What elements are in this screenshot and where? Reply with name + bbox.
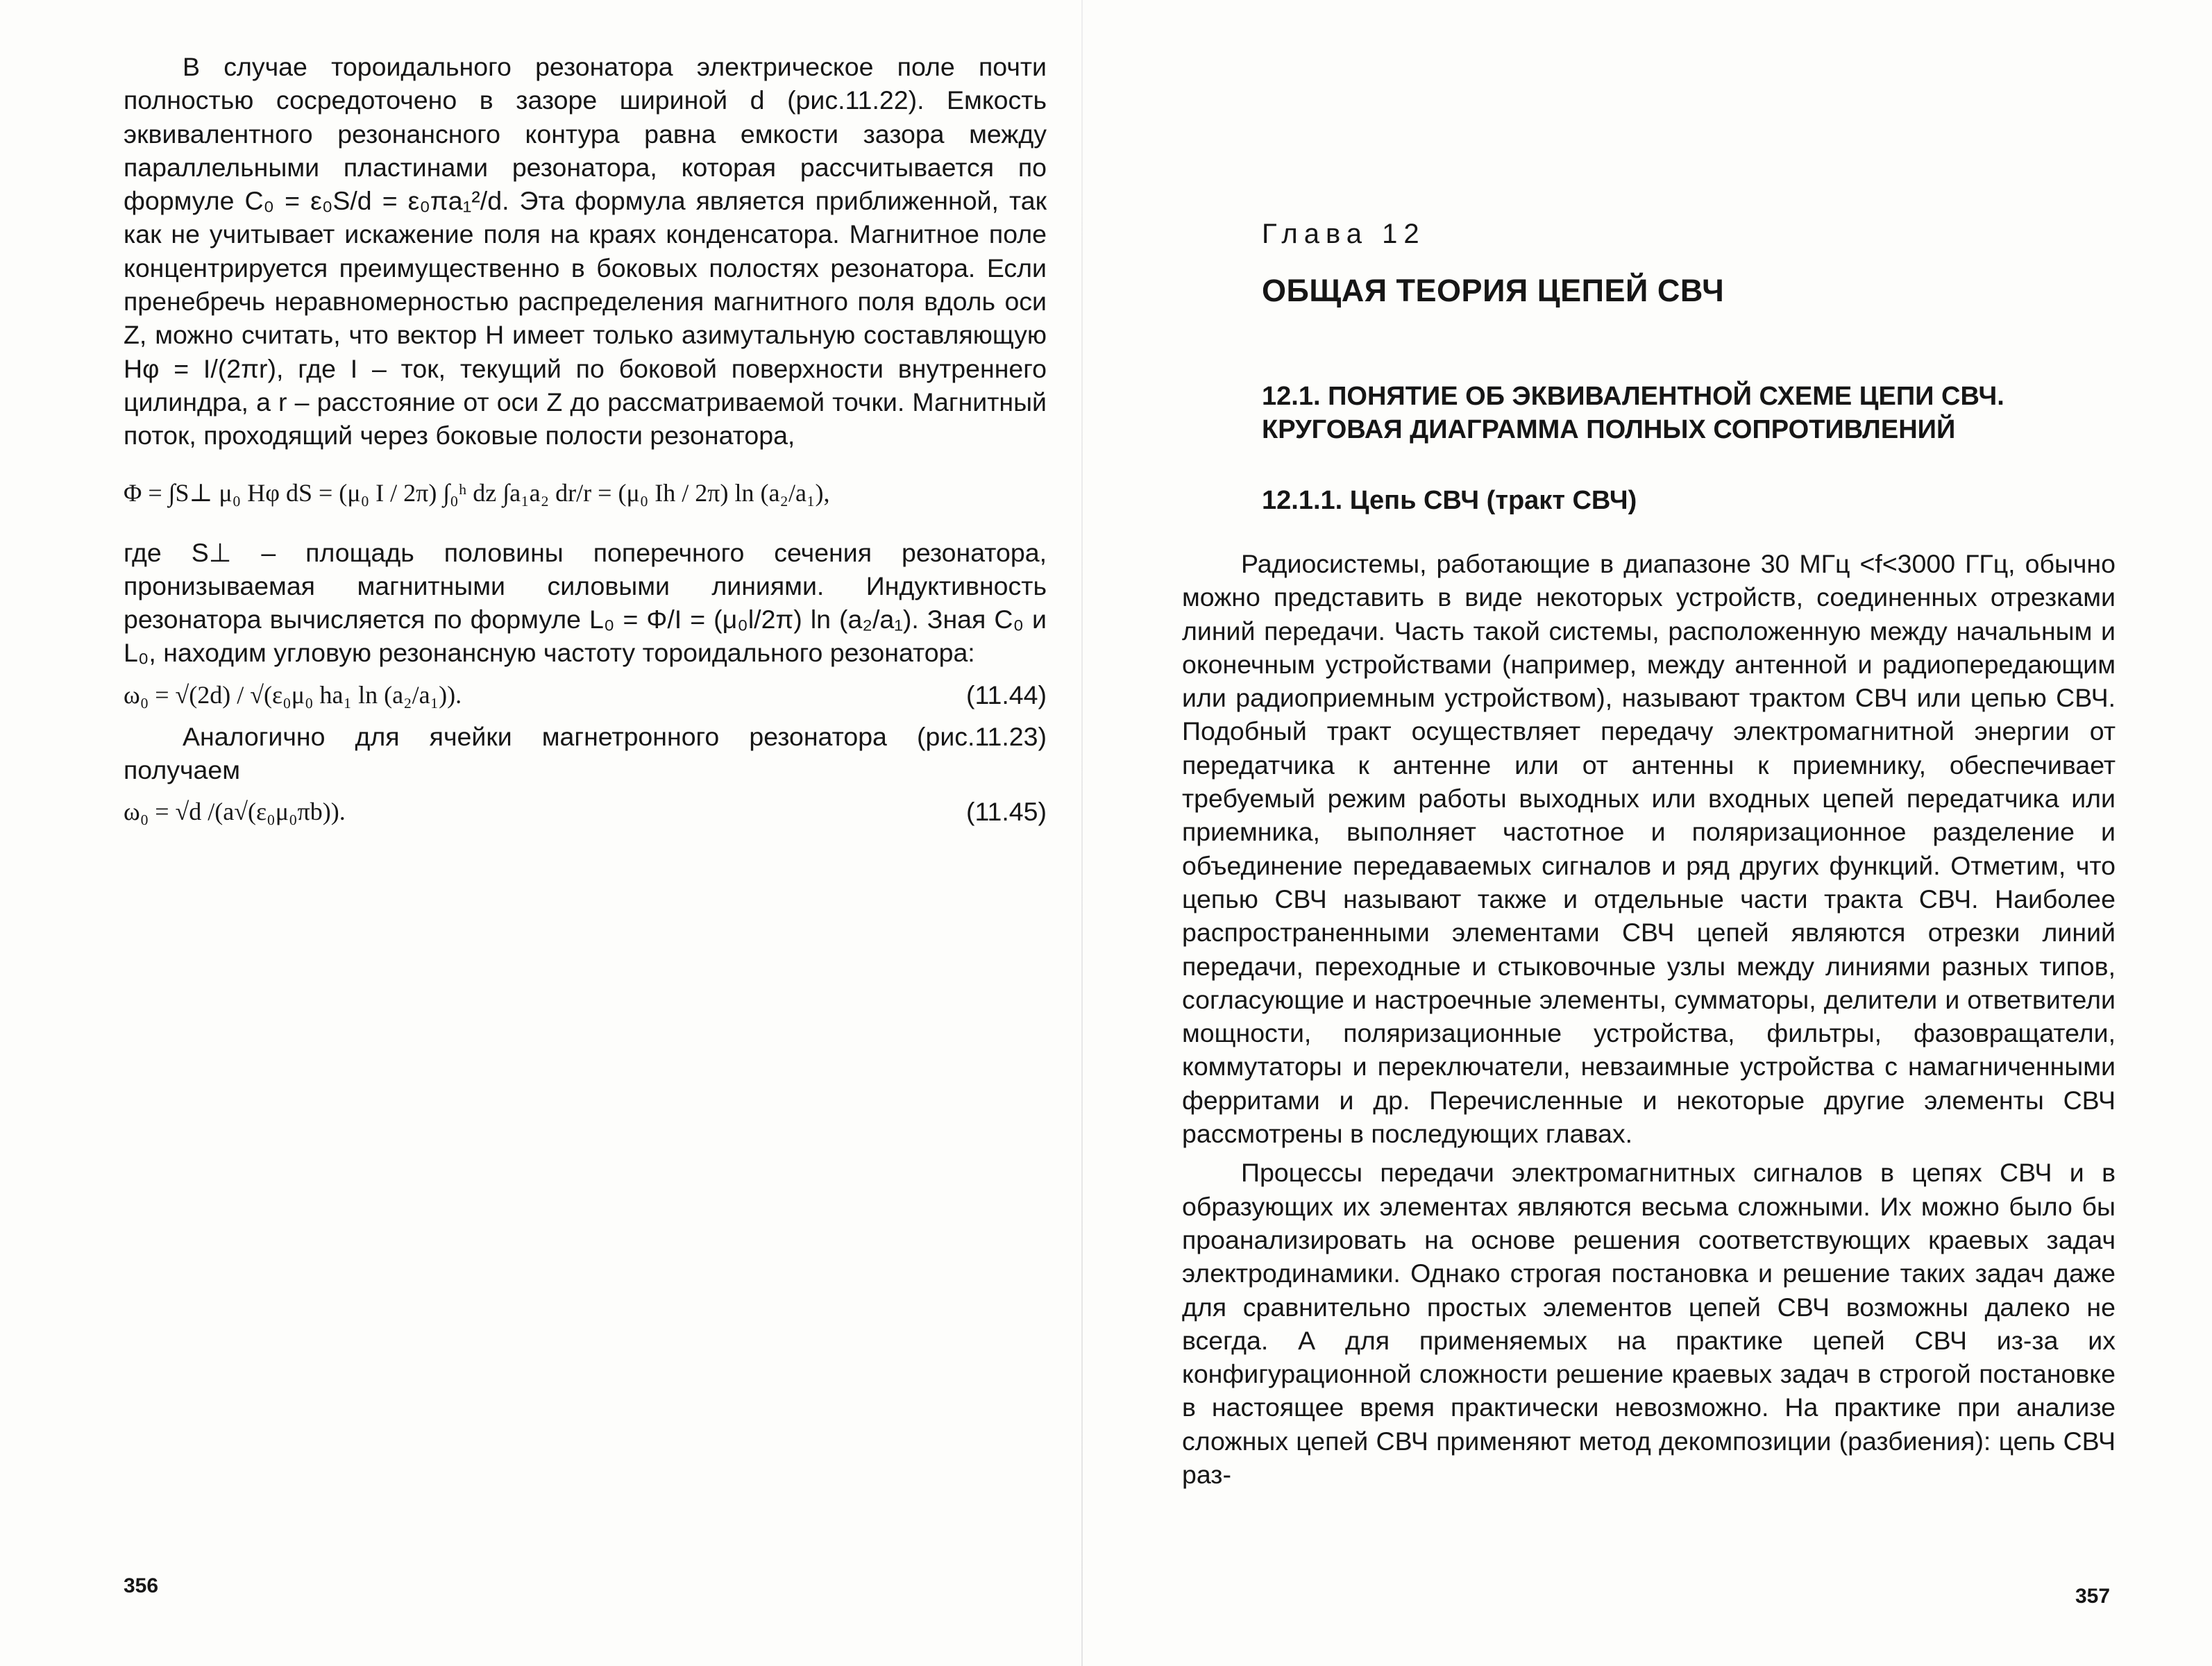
left-page bbox=[0, 0, 1083, 1666]
left-paragraph-2: где S⊥ – площадь половины поперечного сечения резонатора, пронизываемая магнитными силовыми линиями. Индуктивность резонатора вычисляется по формуле L₀ = Φ/I = (μ₀l/2π) ln (a₂/a₁). Зная C₀ и L₀, находим угловую резонансную частоту тороидального резонатора: bbox=[124, 537, 1047, 668]
page-number-left: 356 bbox=[124, 1574, 159, 1597]
chapter-label: Глава 12 bbox=[1262, 219, 1426, 249]
right-paragraph-2: Процессы передачи электромагнитных сигналов в цепях СВЧ и в образующих их элементах являются весьма сложными. Их можно было бы проанализировать на основе решения соответствующих краевых задач электродинамики. Однако строгая постановка и решение таких задач даже для сравнительно простых элементов цепей СВЧ возможны далеко не всегда. А для применяемых на практике цепей СВЧ из-за их конфигурационной сложности решение краевых задач в строгой постановке в настоящее время практически невозможно. На практике при анализе сложных цепей СВЧ применяют метод декомпозиции (разбиения): цепь СВЧ раз- bbox=[1182, 1158, 2116, 1490]
left-text-column bbox=[124, 50, 1047, 836]
formula-11-44 bbox=[124, 674, 1047, 716]
section-title: 12.1. ПОНЯТИЕ ОБ ЭКВИВАЛЕНТНОЙ СХЕМЕ ЦЕПИ СВЧ. КРУГОВАЯ ДИАГРАММА ПОЛНЫХ СОПРОТИВЛЕНИЙ bbox=[1262, 382, 2004, 444]
chapter-title: ОБЩАЯ ТЕОРИЯ ЦЕПЕЙ СВЧ bbox=[1262, 273, 1725, 308]
left-paragraph-3: Аналогично для ячейки магнетронного резонатора (рис.11.23) получаем bbox=[124, 721, 1047, 785]
flux-formula bbox=[124, 460, 1047, 526]
formula-11-45-text: ω₀ = √d /(a√(ε₀μ₀πb)). bbox=[124, 798, 346, 826]
equation-number-11-44: (11.44) bbox=[965, 680, 1047, 709]
right-text-column bbox=[1182, 547, 2116, 1491]
flux-formula-text: Φ = ∫S⊥ μ₀ Hφ dS = (μ₀ I / 2π) ∫₀ʰ dz ∫a₁a₂ dr/r = (μ₀ Ih / 2π) ln (a₂/a₁), bbox=[124, 478, 830, 507]
right-paragraph-1: Радиосистемы, работающие в диапазоне 30 МГц <f<3000 ГГц, обычно можно представить в виде некоторых устройств, соединенных отрезками линий передачи. Часть такой системы, расположенную между начальным и оконечным устройствами (например, между антенной и радиопередающим или радиоприемным устройством), называют трактом СВЧ или цепью СВЧ. Подобный тракт осуществляет передачу электромагнитной энергии от передатчика к антенне или от антенны к приемнику, обеспечивает требуемый режим работы выходных или входных цепей передатчика или приемника, выполняет частотное и поляризационное разделение и объединение передаваемых сигналов и ряд других функций. Отметим, что цепью СВЧ называют также и отдельные части тракта СВЧ. Наиболее распространенными элементами СВЧ цепей являются отрезки линий передачи, переходные и стыковочные узлы между линиями разных типов, согласующие и настроечные элементы, сумматоры, делители и ответвители мощности, поляризационные устройства, фильтры, фазовращатели, коммутаторы и переключатели, невзаимные устройства с намагниченными ферритами и др. Перечисленные и некоторые другие элементы СВЧ рассмотрены в последующих главах. bbox=[1182, 549, 2116, 1149]
equation-number-11-45: (11.45) bbox=[965, 797, 1047, 827]
formula-11-44-text: ω₀ = √(2d) / √(ε₀μ₀ ha₁ ln (a₂/a₁)). bbox=[124, 680, 462, 709]
left-paragraph-1: В случае тороидального резонатора электрическое поле почти полностью сосредоточено в зазоре шириной d (рис.11.22). Емкость эквивалентного резонансного контура равна емкости зазора между параллельными пластинами резонатора, которая рассчитывается по формуле C₀ = ε₀S/d = ε₀πa₁²/d. Эта формула является приближенной, так как не учитывает искажение поля на краях конденсатора. Магнитное поле концентрируется преимущественно в боковых полостях резонатора. Если пренебречь неравномерностью распределения магнитного поля вдоль оси Z, можно считать, что вектор H имеет только азимутальную составляющую Hφ = I/(2πr), где I – ток, текущий по боковой поверхности внутреннего цилиндра, а r – расстояние от оси Z до рассматриваемой точки. Магнитный поток, проходящий через боковые полости резонатора, bbox=[124, 52, 1047, 451]
subsection-title: 12.1.1. Цепь СВЧ (тракт СВЧ) bbox=[1262, 486, 1637, 515]
page-number-right: 357 bbox=[2075, 1585, 2111, 1608]
formula-11-45 bbox=[124, 791, 1047, 832]
